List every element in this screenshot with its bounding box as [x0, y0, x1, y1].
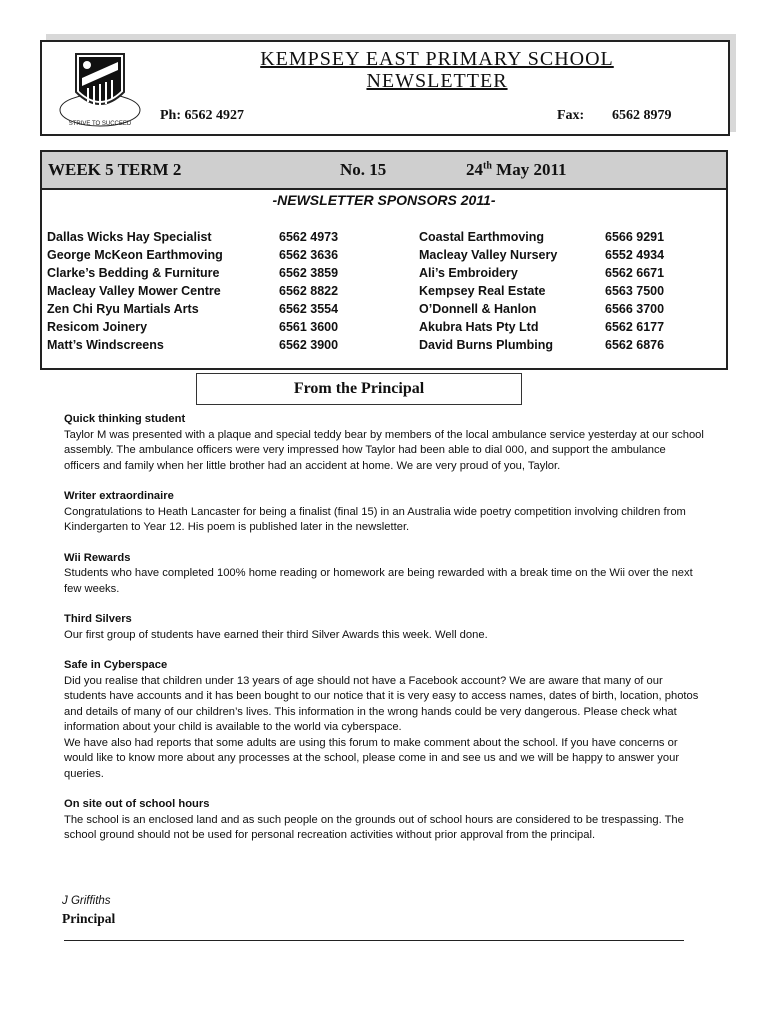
article-title: Writer extraordinaire [64, 490, 174, 502]
school-crest-icon [58, 48, 142, 130]
articles [64, 412, 704, 859]
week-term: WEEK 5 TERM 2 [48, 160, 182, 179]
sponsor-name: Matt’s Windscreens [47, 338, 164, 352]
sponsor-name: Coastal Earthmoving [419, 230, 545, 244]
date-day: 24 [466, 160, 483, 179]
article [64, 489, 704, 536]
sponsor-phone: 6562 3554 [279, 302, 339, 316]
newsletter-header [40, 40, 730, 136]
article-title: On site out of school hours [64, 798, 210, 810]
signature-name: J Griffiths [62, 895, 111, 907]
signature-role: Principal [62, 911, 116, 926]
sponsors-right-phones [605, 228, 664, 354]
crest-motto: STRIVE TO SUCCEED [68, 121, 132, 127]
article-title: Wii Rewards [64, 551, 131, 564]
sponsor-name: Kempsey Real Estate [419, 284, 546, 298]
sponsor-name: Dallas Wicks Hay Specialist [47, 230, 212, 244]
article-title: Safe in Cyberspace [64, 659, 168, 671]
fax-label: Fax: [557, 108, 585, 123]
sponsor-phone: 6562 6876 [605, 338, 665, 352]
issue-number: No. 15 [340, 160, 387, 179]
sponsor-name: Ali’s Embroidery [419, 266, 518, 280]
sponsors-left-names [47, 228, 223, 354]
sponsor-name: Akubra Hats Pty Ltd [419, 320, 539, 334]
sponsor-phone: 6562 8822 [279, 284, 339, 298]
fax-number: 6562 8979 [612, 108, 672, 123]
issue-and-sponsors-box [40, 150, 728, 370]
sponsor-phone: 6566 9291 [605, 230, 665, 244]
sponsor-phone: 6562 3636 [279, 248, 339, 262]
sponsor-name: O’Donnell & Hanlon [419, 302, 537, 316]
article [64, 797, 704, 844]
school-name: KEMPSEY EAST PRIMARY SCHOOL [260, 48, 614, 70]
newsletter-label: NEWSLETTER [366, 70, 508, 92]
article [64, 658, 704, 782]
phone-number: Ph: 6562 4927 [160, 108, 244, 123]
article-title: Third Silvers [64, 613, 132, 625]
issue-date [466, 160, 567, 180]
sponsor-phone: 6566 3700 [605, 302, 665, 316]
date-rest: May 2011 [496, 160, 567, 179]
sponsor-name: Macleay Valley Mower Centre [47, 284, 221, 298]
article-body: We have also had reports that some adults are using this forum to make comment about the school. If you have concerns or would like to know more about any processes at the school, please come in and see us and we will be happy to answer your queries. [64, 736, 680, 780]
sponsors-right-names [419, 228, 557, 354]
article-title: Quick thinking student [64, 413, 186, 425]
sponsor-phone: 6562 3859 [279, 266, 339, 280]
section-heading: From the Principal [196, 373, 522, 405]
article-body: Did you realise that children under 13 years of age should not have a Facebook account? We are aware that many of our students have accounts and it has been bought to our notice that it is very easy to access names, dates of birth, location, photos and details of many of our children’s lives. This information in the wrong hands could be very dangerous. Please check what information about your child is available to the world via cyberspace. [64, 674, 699, 733]
sponsor-phone: 6563 7500 [605, 284, 665, 298]
article-body: Our first group of students have earned their third Silver Awards this week. Well done. [64, 628, 488, 641]
article [64, 551, 704, 598]
sponsor-name: Zen Chi Ryu Martials Arts [47, 302, 199, 316]
article-body: The school is an enclosed land and as such people on the grounds out of school hours are considered to be trespassing. The school ground should not be used for personal recreation activities without prior approval from the principal. [64, 813, 684, 841]
sponsor-phone: 6562 6177 [605, 320, 665, 334]
sponsor-name: Macleay Valley Nursery [419, 248, 558, 262]
school-title [192, 48, 682, 92]
sponsor-phone: 6561 3600 [279, 320, 339, 334]
article-body: Taylor M was presented with a plaque and special teddy bear by members of the local ambulance service yesterday at our school assembly. The ambulance officers were very impressed how Taylor had been able to dial 000, and support the ambulance officers and family when her little brother had an accident at home. We are very proud of you, Taylor. [64, 428, 704, 472]
divider-rule [64, 940, 684, 941]
sponsor-phone: 6552 4934 [605, 248, 665, 262]
sponsor-name: Clarke’s Bedding & Furniture [47, 266, 220, 280]
sponsor-name: David Burns Plumbing [419, 338, 554, 352]
sponsor-name: Resicom Joinery [47, 320, 148, 334]
sponsor-phone: 6562 6671 [605, 266, 665, 280]
sponsor-name: George McKeon Earthmoving [47, 248, 223, 262]
article-body: Students who have completed 100% home reading or homework are being rewarded with a break time on the Wii over the next few weeks. [64, 567, 693, 595]
article [64, 412, 704, 474]
article-body: Congratulations to Heath Lancaster for being a finalist (final 15) in an Australia wide poetry competition involving children from Kindergarten to Year 12. His poem is published later in the newsletter. [64, 505, 686, 533]
article [64, 612, 704, 643]
sponsor-phone: 6562 4973 [279, 230, 339, 244]
sponsors-title: -NEWSLETTER SPONSORS 2011- [272, 192, 496, 208]
issue-bar [42, 152, 726, 190]
sponsors-left-phones [279, 228, 338, 354]
sponsor-phone: 6562 3900 [279, 338, 339, 352]
date-suffix: th [483, 160, 492, 172]
